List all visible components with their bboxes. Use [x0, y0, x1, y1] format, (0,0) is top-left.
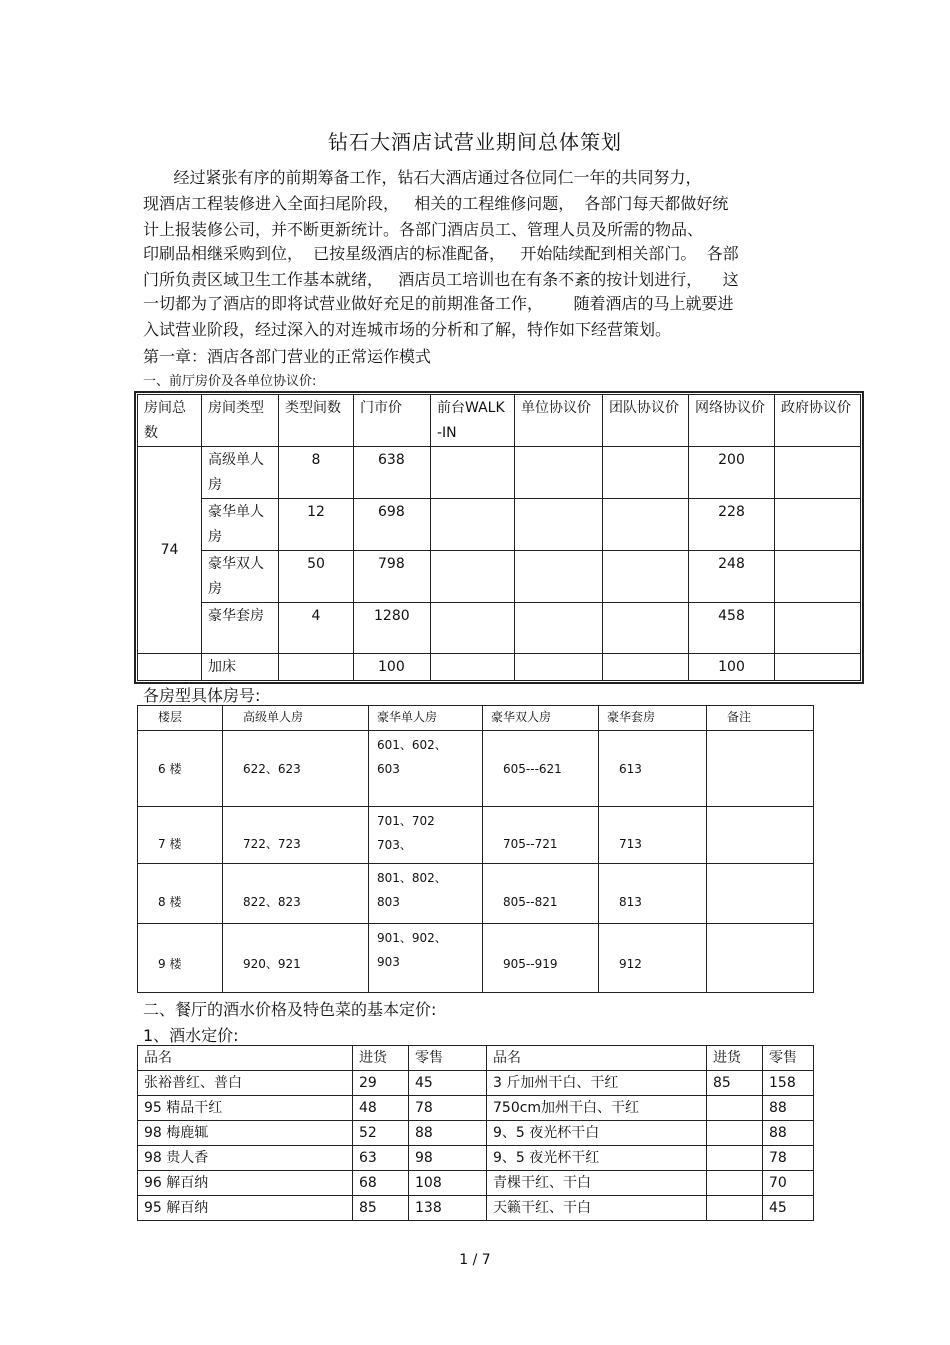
cell: 68 — [353, 1171, 409, 1196]
table-row — [138, 1121, 814, 1146]
cell: 813 — [599, 864, 707, 924]
cell: 85 — [707, 1071, 763, 1096]
cell — [431, 551, 515, 603]
cell: 713 — [599, 807, 707, 864]
table-row — [138, 1096, 814, 1121]
cell: 张裕普红、普白 — [138, 1071, 353, 1096]
cell: 822、823 — [223, 864, 369, 924]
intro-line: 门所负责区域卫生工作基本就绪， 酒店员工培训也在有条不紊的按计划进行， 这 — [143, 270, 739, 289]
cell — [431, 447, 515, 499]
cell: 70 — [763, 1171, 814, 1196]
cell — [603, 551, 689, 603]
intro-line: 入试营业阶段，经过深入的对连城市场的分析和了解，特作如下经营策划。 — [143, 320, 672, 339]
cell — [707, 924, 814, 993]
cell — [775, 551, 861, 603]
cell: 9、5 夜光杯干白 — [487, 1121, 707, 1146]
table-row — [138, 1196, 814, 1221]
header-cell: 品名 — [487, 1046, 707, 1071]
cell-line: 903 — [377, 955, 400, 969]
cell — [279, 654, 354, 681]
subsection-heading: 1、酒水定价: — [143, 1026, 239, 1045]
header-cell: 豪华单人房 — [369, 706, 483, 731]
cell: 29 — [353, 1071, 409, 1096]
table-row — [138, 1171, 814, 1196]
header-cell: 进货 — [353, 1046, 409, 1071]
cell: 458 — [689, 603, 775, 654]
cell: 85 — [353, 1196, 409, 1221]
header-cell: 团队协议价 — [603, 395, 689, 447]
table-row — [138, 731, 814, 807]
table-header-row — [138, 706, 814, 731]
cell: 48 — [353, 1096, 409, 1121]
table-header-row — [138, 1046, 814, 1071]
cell: 天籁干红、干白 — [487, 1196, 707, 1221]
cell: 248 — [689, 551, 775, 603]
cell: 78 — [409, 1096, 487, 1121]
cell — [431, 499, 515, 551]
table-row — [138, 447, 861, 499]
chapter-heading: 第一章：酒店各部门营业的正常运作模式 — [143, 347, 432, 366]
cell: 905--919 — [483, 924, 599, 993]
cell — [431, 603, 515, 654]
document-title: 钻石大酒店试营业期间总体策划 — [328, 130, 622, 154]
table-row — [138, 654, 861, 681]
header-cell: 楼层 — [138, 706, 223, 731]
cell — [707, 1196, 763, 1221]
cell — [603, 603, 689, 654]
cell — [515, 654, 603, 681]
cell — [707, 1146, 763, 1171]
cell: 100 — [689, 654, 775, 681]
cell: 750cm加州干白、干红 — [487, 1096, 707, 1121]
cell: 798 — [354, 551, 431, 603]
cell — [707, 864, 814, 924]
cell: 63 — [353, 1146, 409, 1171]
cell — [775, 499, 861, 551]
cell — [515, 499, 603, 551]
cell: 98 梅鹿辄 — [138, 1121, 353, 1146]
floor-cell: 6 楼 — [138, 731, 223, 807]
floor-cell: 9 楼 — [138, 924, 223, 993]
cell: 95 解百纳 — [138, 1196, 353, 1221]
header-cell: 零售 — [409, 1046, 487, 1071]
cell: 912 — [599, 924, 707, 993]
header-cell: 类型间数 — [279, 395, 354, 447]
cell — [431, 654, 515, 681]
header-cell: 进货 — [707, 1046, 763, 1071]
cell — [515, 447, 603, 499]
header-cell: 零售 — [763, 1046, 814, 1071]
cell — [707, 1096, 763, 1121]
cell — [369, 731, 483, 807]
cell: 8 — [279, 447, 354, 499]
table-row — [138, 807, 814, 864]
cell: 45 — [763, 1196, 814, 1221]
cell: 4 — [279, 603, 354, 654]
cell: 698 — [354, 499, 431, 551]
header-cell: 豪华套房 — [599, 706, 707, 731]
cell: 96 解百纳 — [138, 1171, 353, 1196]
header-cell: 单位协议价 — [515, 395, 603, 447]
cell — [603, 654, 689, 681]
table-row — [138, 924, 814, 993]
header-cell: 豪华双人房 — [483, 706, 599, 731]
cell: 613 — [599, 731, 707, 807]
beverage-price-table — [137, 1045, 814, 1221]
cell: 158 — [763, 1071, 814, 1096]
cell: 722、723 — [223, 807, 369, 864]
cell: 138 — [409, 1196, 487, 1221]
cell — [515, 603, 603, 654]
cell-line: 901、902、 — [377, 931, 447, 945]
table-row — [138, 1071, 814, 1096]
cell: 50 — [279, 551, 354, 603]
header-cell: 前台WALK-IN — [431, 395, 515, 447]
table-row — [138, 1146, 814, 1171]
cell: 705--721 — [483, 807, 599, 864]
table-row — [138, 499, 861, 551]
cell — [775, 447, 861, 499]
cell — [603, 499, 689, 551]
cell — [515, 551, 603, 603]
intro-line: 现酒店工程装修进入全面扫尾阶段， 相关的工程维修问题， 各部门每天都做好统 — [143, 194, 729, 213]
table-row — [138, 551, 861, 603]
header-cell: 网络协议价 — [689, 395, 775, 447]
intro-line: 经过紧张有序的前期筹备工作，钻石大酒店通过各位同仁一年的共同努力， — [143, 168, 702, 187]
floor-cell: 8 楼 — [138, 864, 223, 924]
table-header-row — [138, 395, 861, 447]
cell-line: 803 — [377, 895, 400, 909]
cell: 920、921 — [223, 924, 369, 993]
cell: 青棵干红、干白 — [487, 1171, 707, 1196]
cell-line: 701、702 — [377, 814, 435, 828]
cell: 228 — [689, 499, 775, 551]
cell — [707, 1171, 763, 1196]
cell — [369, 924, 483, 993]
header-cell: 房间总数 — [138, 395, 202, 447]
room-type-cell: 高级单人房 — [202, 447, 279, 499]
room-type-cell: 豪华单人房 — [202, 499, 279, 551]
cell-line: 801、802、 — [377, 871, 447, 885]
intro-line: 计上报装修公司，并不断更新统计。各部门酒店员工、管理人员及所需的物品、 — [143, 220, 704, 239]
cell: 98 贵人香 — [138, 1146, 353, 1171]
cell: 12 — [279, 499, 354, 551]
header-cell: 房间类型 — [202, 395, 279, 447]
section-heading: 一、前厅房价及各单位协议价: — [143, 374, 317, 389]
cell: 622、623 — [223, 731, 369, 807]
table-row — [138, 864, 814, 924]
cell: 88 — [409, 1121, 487, 1146]
room-type-cell: 豪华双人房 — [202, 551, 279, 603]
page-number: 1 / 7 — [459, 1252, 491, 1268]
cell: 3 斤加州干白、干红 — [487, 1071, 707, 1096]
cell — [707, 807, 814, 864]
header-cell: 门市价 — [354, 395, 431, 447]
cell: 88 — [763, 1096, 814, 1121]
cell: 78 — [763, 1146, 814, 1171]
intro-line: 一切都为了酒店的即将试营业做好充足的前期准备工作， 随着酒店的马上就要进 — [143, 294, 734, 313]
intro-line: 印刷品相继采购到位， 已按星级酒店的标准配备， 开始陆续配到相关部门。 各部 — [143, 244, 739, 263]
cell: 1280 — [354, 603, 431, 654]
cell — [707, 1121, 763, 1146]
cell: 108 — [409, 1171, 487, 1196]
cell-line: 603 — [377, 762, 400, 776]
cell — [369, 864, 483, 924]
room-numbers-heading: 各房型具体房号: — [143, 686, 261, 705]
cell-line: 601、602、 — [377, 738, 447, 752]
cell: 605---621 — [483, 731, 599, 807]
header-cell: 品名 — [138, 1046, 353, 1071]
cell — [603, 447, 689, 499]
cell: 805--821 — [483, 864, 599, 924]
cell: 100 — [354, 654, 431, 681]
cell: 638 — [354, 447, 431, 499]
room-number-table — [137, 705, 814, 993]
header-cell: 政府协议价 — [775, 395, 861, 447]
floor-cell: 7 楼 — [138, 807, 223, 864]
cell: 98 — [409, 1146, 487, 1171]
cell: 200 — [689, 447, 775, 499]
table-row — [138, 603, 861, 654]
cell-line: 703、 — [377, 838, 412, 852]
cell: 45 — [409, 1071, 487, 1096]
cell — [775, 654, 861, 681]
header-cell: 备注 — [707, 706, 814, 731]
cell — [707, 731, 814, 807]
header-cell: 高级单人房 — [223, 706, 369, 731]
room-type-cell: 豪华套房 — [202, 603, 279, 654]
cell — [369, 807, 483, 864]
cell: 95 精品干红 — [138, 1096, 353, 1121]
section-heading: 二、餐厅的酒水价格及特色菜的基本定价: — [143, 1000, 437, 1019]
cell — [775, 603, 861, 654]
room-type-cell: 加床 — [202, 654, 279, 681]
total-rooms-cell: 74 — [138, 447, 202, 654]
cell — [138, 654, 202, 681]
cell: 52 — [353, 1121, 409, 1146]
cell: 9、5 夜光杯干红 — [487, 1146, 707, 1171]
cell: 88 — [763, 1121, 814, 1146]
room-rate-table — [137, 394, 861, 681]
